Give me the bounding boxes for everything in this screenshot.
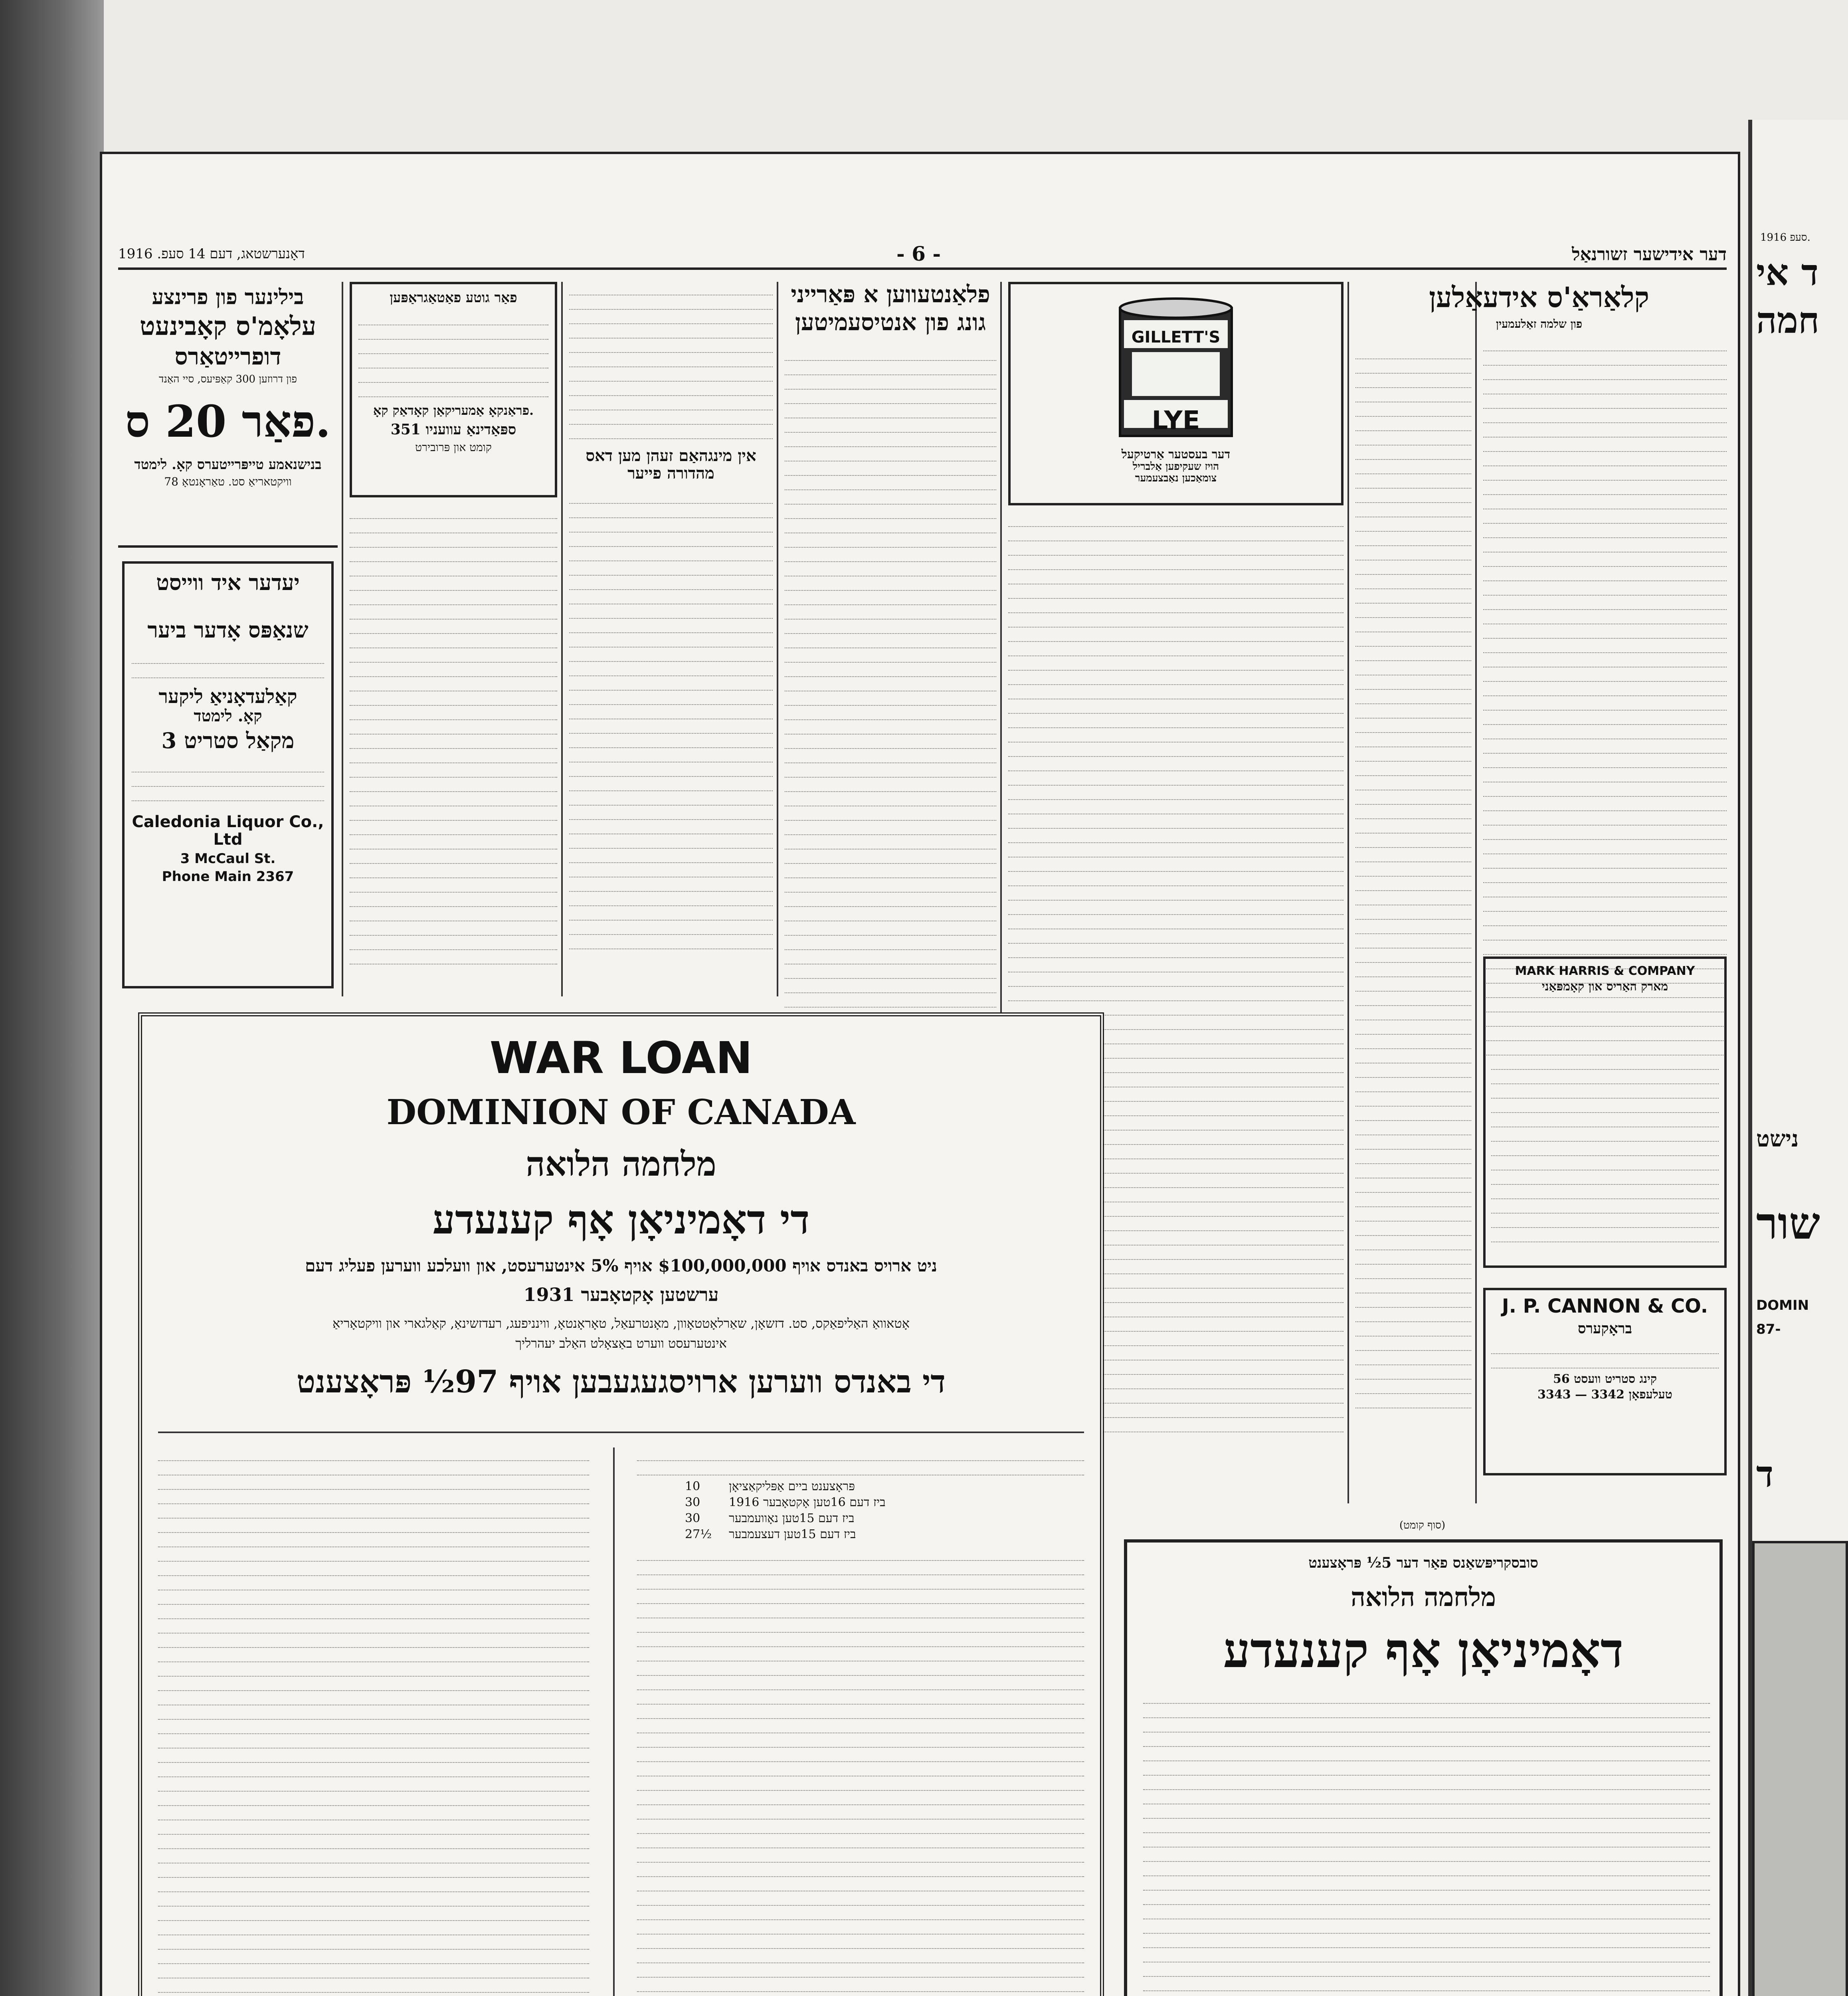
adjacent-ad-5: ד xyxy=(1756,1453,1774,1495)
column-3 xyxy=(569,282,773,1000)
payment-pct: 10 xyxy=(685,1479,700,1493)
ad2-line4: קאָ. לימטד xyxy=(194,706,262,725)
cannon-address: 56 קינג סטריט וועסט xyxy=(1553,1372,1657,1386)
kodak-ad-address: 351 ספּאַדינאַ עוועניו xyxy=(390,421,516,438)
war-loan-date-line: ערשטען אָקטאָבער 1931 xyxy=(523,1284,719,1305)
war-loan-big-line: די באנדס ווערען ארויסגעגעבען אויף 97½ פּראָצענט xyxy=(297,1364,946,1400)
clara-article-header xyxy=(1351,282,1727,331)
col3-article-text-top xyxy=(569,282,773,439)
payment-label: פּראָצענט ביים אַפּליקאַציאָן xyxy=(729,1479,855,1493)
adjacent-page-fragment xyxy=(1748,120,1848,1996)
war-loan-dominion: DOMINION OF CANADA xyxy=(386,1092,856,1133)
ad1-line3: דופרייטאַרס xyxy=(174,343,281,370)
cannon-name: J. P. CANNON & CO. xyxy=(1502,1295,1708,1317)
caledonia-liquor-ad xyxy=(122,561,334,988)
adjacent-ad-4: 87- xyxy=(1756,1321,1781,1337)
payment-row xyxy=(685,1511,1084,1527)
kodak-ad-sub: קומט און פּרובירט xyxy=(415,441,492,454)
war-loan-title-en: WAR LOAN xyxy=(489,1032,753,1083)
masthead: דער אידישער זשורנאַל xyxy=(1572,244,1727,265)
col5-article-text xyxy=(1355,346,1471,1408)
war-loan-right-text xyxy=(637,1547,1084,1996)
cannon-sub: בראָקערס xyxy=(1578,1320,1632,1337)
cannon-ad xyxy=(1483,1288,1727,1475)
kodak-ad-title: פאַר גוטע פאַטאַגראַפּען xyxy=(390,290,517,306)
adjacent-ad-3: DOMIN xyxy=(1756,1297,1809,1313)
ad2-phone: Phone Main 2367 xyxy=(162,869,294,885)
adjacent-date: 1916 סעפ. xyxy=(1760,232,1810,244)
col3-headline: אין מינגהאַם זעהן מען דאס מהדורה פייער xyxy=(586,446,756,483)
col4-article-text xyxy=(785,347,996,1065)
newspaper-page xyxy=(100,152,1740,1996)
column-rule xyxy=(1475,282,1477,1503)
ad1-line2: עלאָמ'ס קאָבינעט xyxy=(139,311,317,342)
war-loan-title-yid: די דאָמיניאָן אָף קענעדע xyxy=(432,1196,810,1243)
column-rule xyxy=(1347,282,1349,1503)
col6-article-text xyxy=(1483,338,1727,1055)
war-loan-payment-schedule xyxy=(685,1479,1084,1543)
payment-row xyxy=(685,1495,1084,1511)
payment-row xyxy=(685,1479,1084,1495)
col4-headline-2: גונג פון אנטיסעמיטען xyxy=(795,308,986,336)
clara-end-note: (סוף קומט) xyxy=(1399,1519,1446,1531)
clara-byline: פון שלמה זאַלעמעין xyxy=(1496,317,1583,331)
ad2-line1: יעדער איד ווייסט xyxy=(156,570,300,595)
war-loan-text-left xyxy=(158,1447,589,1996)
war-loan-cities: אָטאוואַ האַליפאַקס, סט. דזשאָן, שאַרלאָטטאָוון, מאָנטרעאַל, טאָראָנטאָ, ווינניפעג, רעדזשינאַ, קאַלגארי און וויקטאָריאַ xyxy=(332,1316,910,1331)
war-loan-title-heb: מלחמה הלואה xyxy=(526,1144,716,1184)
col4-headline-1: פלאַנטעווען א פּאַרייני xyxy=(791,282,990,308)
ad-divider xyxy=(118,545,338,548)
ames-title-yid: דאָמיניאָן אָף קענעדע xyxy=(1223,1622,1624,1679)
column-1-ads xyxy=(118,282,338,1000)
mark-harris-ad xyxy=(1483,956,1727,1268)
ad2-line5: 3 מקאַל סטריט xyxy=(161,727,295,753)
war-loan-right-intro xyxy=(637,1447,1084,1475)
ad1-company: בנישנאמע טייפּרייטערס קאָ. לימטד xyxy=(134,457,322,473)
adjacent-photo xyxy=(1752,1541,1848,1996)
col2-article-text xyxy=(350,505,557,964)
payment-label: ביז דעם 15טען דעצעמבער xyxy=(729,1527,856,1541)
kodak-ad xyxy=(350,282,557,497)
lye-product: LYE xyxy=(1152,406,1200,436)
harris-sub: מארק האַריס און קאָמפּאַני xyxy=(1541,980,1668,994)
payment-row xyxy=(685,1527,1084,1543)
column-6 xyxy=(1483,338,1727,1495)
adjacent-headline-2: חמה xyxy=(1756,299,1820,342)
adjacent-ad-1: נישט xyxy=(1756,1126,1799,1152)
ad1-address: 78 וויקטאריאַ סט. טאַראָנטאָ xyxy=(164,475,292,488)
column-rule xyxy=(777,282,778,996)
clara-headline: קלאַראַ'ס אידעאַלען xyxy=(1429,281,1649,314)
payment-label: ביז דעם 16טען אָקטאָבער 1916 xyxy=(729,1495,886,1509)
kodak-ad-text xyxy=(358,312,548,397)
ames-war-loan-ad xyxy=(1124,1539,1723,1996)
payment-pct: 30 xyxy=(685,1495,700,1509)
column-rule xyxy=(561,282,563,996)
ad2-text-2 xyxy=(132,759,324,801)
cannon-phone: טעלעפאָן 3342 — 3343 xyxy=(1537,1388,1672,1402)
harris-name: MARK HARRIS & COMPANY xyxy=(1515,964,1695,978)
payment-pct: 30 xyxy=(685,1511,700,1525)
adjacent-ad-2: שור xyxy=(1756,1198,1820,1249)
war-loan-interest-line: ניט ארויס באנדס אויף $100,000,000 אויף 5% אינטערעסט, און וועלכע ווערען פעליג דעם xyxy=(305,1256,937,1275)
ad1-small: פון דרוזען 300 קאַפּיעס, סיי האַנד xyxy=(158,373,297,386)
ad2-text xyxy=(132,650,324,678)
war-loan-text-right xyxy=(637,1447,1084,1996)
war-loan-col-rule xyxy=(613,1447,615,1996)
running-head xyxy=(118,242,1727,270)
gilletts-lye-ad xyxy=(1008,282,1343,505)
lye-caption-2: הויז שעקיפען אַלבריל xyxy=(1132,461,1219,473)
ames-title-heb: מלחמה הלואה xyxy=(1351,1582,1496,1612)
ames-top-line: סובסקריפּשאַנס פאַר דער 5½ פּראָצענט xyxy=(1308,1554,1538,1571)
lye-caption-1: דער בעסטער אַרטיקעל xyxy=(1121,448,1231,461)
harris-text xyxy=(1491,999,1719,1242)
cannon-text xyxy=(1491,1341,1719,1368)
scanner-edge-left xyxy=(0,0,104,1996)
ad2-line2: שנאַפּס אָדער ביער xyxy=(147,617,309,643)
ad2-company: Caledonia Liquor Co., Ltd xyxy=(132,812,324,849)
lye-caption-3: צומאַכען נאַבצעמער xyxy=(1135,472,1217,484)
column-2 xyxy=(350,282,557,1000)
kodak-ad-company: פראַנקאָ אַמעריקאַן קאָדאַק קאָ. xyxy=(373,403,534,418)
ad1-line1: בילינער פון פרינצע xyxy=(152,285,304,309)
ad1-price: פאַר 20 ס. xyxy=(125,396,331,448)
col3-article-text xyxy=(569,490,773,949)
lye-brand: GILLETT'S xyxy=(1131,328,1221,347)
war-loan-divider xyxy=(158,1432,1084,1433)
war-loan-interest2: אינטערעסט ווערט באַצאָלט האַלב יעהרליך xyxy=(515,1336,727,1351)
column-rule xyxy=(342,282,343,996)
payment-pct: 27½ xyxy=(685,1527,712,1541)
ad2-street: 3 McCaul St. xyxy=(180,850,276,867)
ad2-line3: קאַלעדאָניאַ ליקער xyxy=(158,685,297,708)
column-5-spacer xyxy=(1256,282,1343,286)
ames-body-text xyxy=(1143,1690,1710,1992)
war-loan-ad xyxy=(138,1012,1104,1996)
adjacent-headline-1: ד אי xyxy=(1756,251,1819,294)
page-number: - 6 - xyxy=(896,242,941,265)
issue-date: דאָנערשטאג, דעם 14 סעפ. 1916 xyxy=(118,246,305,262)
payment-label: ביז דעם 15טען נאָוועמבער xyxy=(729,1511,855,1525)
column-5 xyxy=(1355,282,1471,1440)
